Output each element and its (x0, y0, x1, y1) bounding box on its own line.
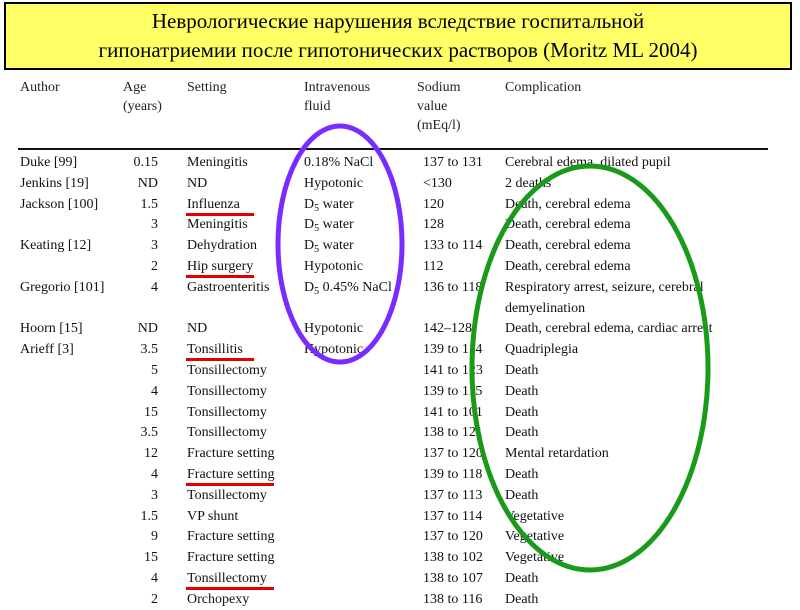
cell-setting: Fracture setting (187, 467, 275, 482)
cell-sodium: 112 (423, 259, 444, 274)
cell-author: Gregorio [101] (20, 279, 105, 295)
cell-sodium: 138 to 102 (423, 550, 483, 566)
cell-complication: Respiratory arrest, seizure, cerebral (505, 279, 704, 295)
slide-title-line-1: Неврологические нарушения вследствие госпитальной (151, 9, 645, 33)
cell-setting: Tonsillectomy (187, 363, 267, 378)
header-fluid-line-2: fluid (304, 99, 331, 114)
cell-complication: Death (505, 591, 539, 607)
cell-setting: Tonsillectomy (187, 404, 267, 420)
cell-sodium: 141 to 123 (423, 363, 483, 378)
cell-fluid: $D_5$ 0.45% NaCl (304, 279, 392, 297)
header-setting: Setting (187, 80, 227, 95)
cell-setting: Meningitis (187, 155, 248, 170)
cell-sodium: 120 (423, 196, 444, 212)
cell-age: 4 (151, 279, 158, 295)
header-sodium (417, 78, 461, 135)
cell-complication: demyelination (505, 300, 586, 316)
cell-fluid: Hypotonic (304, 321, 364, 337)
cell-setting: Fracture setting (187, 529, 275, 545)
cell-sodium: 137 to 114 (423, 508, 483, 524)
cell-age: ND (137, 175, 158, 191)
cell-complication: Death (505, 571, 539, 586)
cell-age: 9 (151, 529, 158, 545)
cell-author: Duke [99] (20, 155, 78, 170)
header-rule (18, 148, 768, 150)
cell-sodium: 133 to 114 (423, 238, 483, 254)
cell-sodium: 137 to 131 (423, 155, 483, 170)
cell-complication: Death (505, 363, 539, 378)
cell-age: 4 (151, 383, 158, 399)
cell-setting: Hip surgery (187, 259, 254, 274)
cell-fluid: Hypotonic (304, 259, 364, 274)
cell-age: 3 (151, 487, 158, 503)
slide-title-line-2: гипонатриемии после гипотонических растворов (Moritz ML 2004) (98, 38, 698, 62)
cell-sodium: 128 (423, 217, 444, 233)
cell-age: 15 (144, 404, 158, 420)
cell-complication: Vegetative (505, 550, 565, 566)
cell-fluid: $D_5$ water (304, 238, 354, 256)
cell-complication: Cerebral edema, dilated pupil (505, 155, 671, 170)
header-complication: Complication (505, 80, 582, 95)
header-age-line-1: Age (123, 80, 147, 95)
cell-complication: Mental retardation (505, 446, 609, 462)
cell-setting: Fracture setting (187, 550, 275, 566)
header-age (123, 78, 162, 116)
cell-complication: Death (505, 487, 539, 503)
cell-author: Keating [12] (20, 238, 92, 254)
cell-setting: Tonsillectomy (187, 425, 267, 441)
cell-sodium: 137 to 113 (423, 487, 483, 503)
cell-age: 15 (144, 550, 158, 566)
cell-age: 3 (151, 238, 158, 254)
cell-sodium: 141 to 101 (423, 404, 483, 420)
header-sodium-line-3: (mEq/l) (417, 118, 461, 133)
cell-complication: Death, cerebral edema (505, 259, 631, 274)
cell-sodium: 138 to 107 (423, 571, 483, 586)
cell-sodium: <130 (423, 175, 452, 191)
cell-setting: Orchopexy (187, 591, 250, 607)
cell-age: 5 (151, 363, 158, 378)
cell-age: 2 (151, 259, 158, 274)
cell-sodium: 139 to 115 (423, 383, 483, 399)
cell-fluid: Hypotonic (304, 342, 364, 358)
cell-setting: Gastroenteritis (187, 279, 270, 295)
cell-complication: Death (505, 383, 539, 399)
cell-setting: Tonsillectomy (187, 571, 267, 586)
cell-complication: Death, cerebral edema (505, 196, 631, 212)
cell-age: 3.5 (140, 342, 158, 358)
cell-sodium: 137 to 120 (423, 529, 483, 545)
cell-sodium: 139 to 118 (423, 467, 483, 482)
cell-fluid: Hypotonic (304, 175, 364, 191)
cell-sodium: 137 to 120 (423, 446, 483, 462)
cell-setting: ND (187, 321, 208, 337)
cell-setting: Meningitis (187, 217, 248, 233)
cell-setting: Tonsillectomy (187, 383, 267, 399)
cell-author: Jackson [100] (20, 196, 99, 212)
cell-setting: Tonsillitis (187, 342, 243, 358)
cell-complication: Death, cerebral edema (505, 217, 631, 233)
cell-complication: Death, cerebral edema (505, 238, 631, 254)
cell-age: 4 (151, 467, 158, 482)
header-author: Author (20, 80, 60, 95)
cell-complication: Death (505, 467, 539, 482)
cell-age: 2 (151, 591, 158, 607)
cell-age: 12 (144, 446, 158, 462)
cell-complication: Quadriplegia (505, 342, 579, 358)
cell-age: 3 (151, 217, 158, 233)
cell-complication: Vegetative (505, 508, 565, 524)
header-sodium-line-2: value (417, 99, 448, 114)
cell-author: Hoorn [15] (20, 321, 83, 337)
cell-sodium: 136 to 118 (423, 279, 483, 295)
cell-setting: ND (187, 175, 208, 191)
header-fluid (304, 78, 370, 116)
cell-complication: Vegetative (505, 529, 565, 545)
cell-author: Jenkins [19] (20, 175, 89, 191)
header-fluid-line-1: Intravenous (304, 80, 371, 95)
slide-title-box (4, 2, 792, 70)
cell-age: 0.15 (133, 155, 158, 170)
cell-sodium: 139 to 114 (423, 342, 483, 358)
cell-complication: Death, cerebral edema, cardiac arrest (505, 321, 713, 337)
cell-age: 1.5 (140, 508, 158, 524)
cell-author: Arieff [3] (20, 342, 74, 358)
cell-age: 3.5 (140, 425, 158, 441)
cell-age: ND (137, 321, 158, 337)
cell-age: 1.5 (140, 196, 158, 212)
cell-setting: Fracture setting (187, 446, 275, 462)
cell-sodium: 142–128 (423, 321, 472, 337)
cell-sodium: 138 to 121 (423, 425, 483, 441)
cell-fluid: 0.18% NaCl (304, 155, 374, 170)
cell-fluid: $D_5$ water (304, 196, 354, 214)
cell-age: 4 (151, 571, 158, 586)
cell-complication: Death (505, 404, 539, 420)
header-age-line-2: (years) (123, 99, 162, 114)
cell-setting: Tonsillectomy (187, 487, 267, 503)
cell-setting: VP shunt (187, 508, 239, 524)
header-sodium-line-1: Sodium (417, 80, 461, 95)
cell-sodium: 138 to 116 (423, 591, 483, 607)
cell-complication: Death (505, 425, 539, 441)
cell-complication: 2 deaths (505, 175, 552, 191)
cell-fluid: $D_5$ water (304, 217, 354, 235)
cell-setting: Dehydration (187, 238, 257, 254)
cell-setting: Influenza (187, 196, 240, 212)
